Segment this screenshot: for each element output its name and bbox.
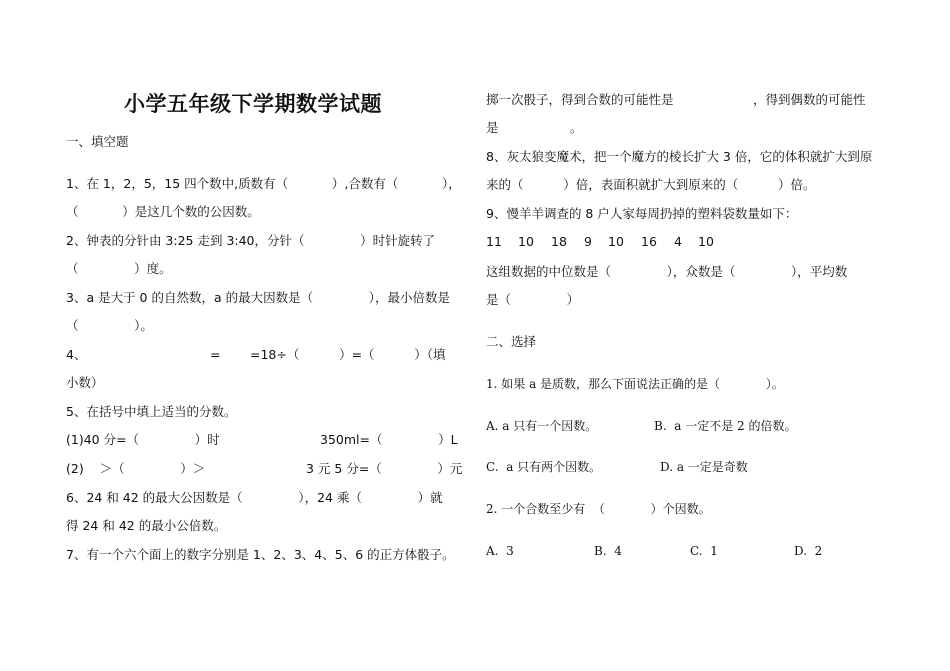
data-value: 10 <box>608 234 624 249</box>
data-value: 18 <box>551 234 567 249</box>
question-4-line-2: 小数） <box>66 375 104 390</box>
question-8-line-2: 来的（ ）倍，表面积就扩大到原来的（ ）倍。 <box>486 177 816 192</box>
choice-2-option-b: B. 4 <box>594 544 622 558</box>
choice-1-option-c: C. a 只有两个因数。 <box>486 460 602 474</box>
data-value: 16 <box>641 234 657 249</box>
question-4-line-1: =18÷（ ）=（ ）（填 <box>250 347 446 362</box>
question-8-line-1: 8、灰太狼变魔术，把一个魔方的棱长扩大 3 倍，它的体积就扩大到原 <box>486 149 873 164</box>
choice-question-1: 1. 如果 a 是质数，那么下面说法正确的是（ ）。 <box>486 377 784 391</box>
question-7-line-2: 掷一次骰子，得到合数的可能性是 ，得到偶数的可能性 <box>486 92 866 107</box>
data-value: 10 <box>698 234 714 249</box>
question-5-line-1: 5、在括号中填上适当的分数。 <box>66 404 237 419</box>
question-4-equals: = <box>210 347 221 362</box>
choice-1-option-a: A. a 只有一个因数。 <box>486 419 598 433</box>
question-3-line-1: 3、a 是大于 0 的自然数，a 的最大因数是（ ），最小倍数是 <box>66 290 450 305</box>
question-2-line-1: 2、钟表的分针由 3:25 走到 3:40，分针（ ）时针旋转了 <box>66 233 436 248</box>
question-6-line-2: 得 24 和 42 的最小公倍数。 <box>66 518 227 533</box>
question-5-part-2-right: 3 元 5 分=（ ）元 <box>306 461 463 476</box>
question-1-line-1: 1、在 1，2，5，15 四个数中,质数有（ ）,合数有（ ）， <box>66 176 461 191</box>
question-2-line-2: （ ）度。 <box>66 261 172 276</box>
question-9-line-1: 9、慢羊羊调查的 8 户人家每周扔掉的塑料袋数量如下： <box>486 206 798 221</box>
data-value: 4 <box>674 234 682 249</box>
question-6-line-1: 6、24 和 42 的最大公因数是（ ），24 乘（ ）就 <box>66 490 443 505</box>
data-value: 9 <box>584 234 592 249</box>
question-9-line-2: 这组数据的中位数是（ ），众数是（ ），平均数 <box>486 264 848 279</box>
question-1-line-2: （ ）是这几个数的公因数。 <box>66 204 260 219</box>
question-5-part-2-left: (2) ＞（ ）＞ <box>66 461 206 476</box>
choice-2-option-c: C. 1 <box>690 544 718 558</box>
choice-1-option-b: B. a 一定不是 2 的倍数。 <box>654 419 797 433</box>
question-9-line-3: 是（ ） <box>486 292 580 307</box>
section-heading-choice: 二、选择 <box>486 334 537 349</box>
question-5-part-1-left: (1)40 分=（ ）时 <box>66 432 220 447</box>
choice-1-option-d: D. a 一定是奇数 <box>660 460 748 474</box>
question-3-line-2: （ ）。 <box>66 318 153 333</box>
question-7-line-1: 7、有一个六个面上的数字分别是 1、2、3、4、5、6 的正方体骰子。 <box>66 547 455 562</box>
data-value: 11 <box>486 234 502 249</box>
choice-2-option-a: A. 3 <box>486 544 514 558</box>
data-value: 10 <box>518 234 534 249</box>
question-5-part-1-right: 350ml=（ ）L <box>320 432 458 447</box>
page-title: 小学五年级下学期数学试题 <box>124 91 382 116</box>
section-heading-fill-in: 一、填空题 <box>66 134 129 149</box>
question-7-line-3: 是 。 <box>486 120 583 135</box>
choice-question-2: 2. 一个合数至少有 （ ）个因数。 <box>486 502 711 516</box>
choice-2-option-d: D. 2 <box>794 544 823 558</box>
question-4-number: 4、 <box>66 347 87 362</box>
